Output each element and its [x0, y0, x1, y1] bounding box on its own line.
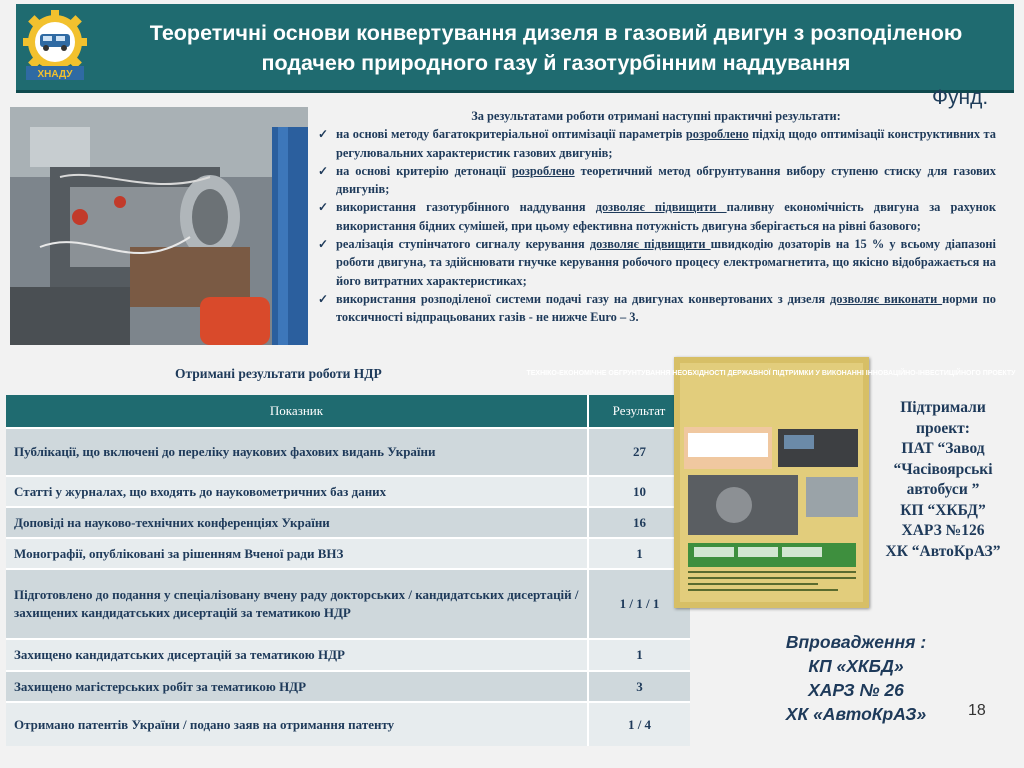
- result-text: використання газотурбінного наддування: [336, 200, 596, 215]
- result-text: реалізація ступінчатого сигналу керування: [336, 237, 590, 252]
- result-emphasis: дозволяє підвищити: [595, 200, 727, 215]
- supporters-line: Підтримали: [900, 399, 986, 416]
- checkmark-icon: ✓: [318, 291, 329, 306]
- result-text: на основі критерію детонації: [336, 163, 512, 178]
- university-logo: [20, 10, 90, 82]
- result-item: [316, 125, 996, 162]
- supporters-line: автобуси ”: [906, 481, 980, 498]
- fund-label: Фунд.: [932, 86, 989, 109]
- engine-photo: [10, 107, 308, 345]
- implementation-line: ХК «АвтоКрАЗ»: [785, 704, 927, 724]
- column-header-indicator: Показник: [6, 395, 588, 428]
- indicator-cell: Отримано патентів України / подано заяв на отримання патенту: [6, 702, 588, 746]
- result-text: на основі методу багатокритеріальної оптимізації параметрів: [336, 127, 686, 142]
- supporters-line: проект:: [916, 419, 970, 437]
- result-cell: 1 / 1 / 1: [588, 569, 690, 639]
- supporters-line: “Часівоярські: [893, 460, 993, 478]
- slide-title: Теоретичні основи конвертування дизеля в газовий двигун з розподіленою подачею природного газу й газотурбінним наддування: [149, 21, 963, 75]
- implementation-line: КП «ХКБД»: [808, 656, 904, 676]
- indicator-cell: Статті у журналах, що входять до науковометричних баз даних: [6, 476, 588, 507]
- supporters-line: ПАТ “Завод: [901, 440, 985, 457]
- result-cell: 1: [588, 538, 690, 569]
- result-text: швидкодію дозаторів на 15 % у всьому діапазоні роботи двигуна, та здійснювати гнучке керування робочого процесу електромагнетита, що якісно відображається на його витратних характеристиках;: [336, 237, 996, 288]
- implementation-line: ХАРЗ № 26: [808, 680, 904, 700]
- result-text: паливну економічність двигуна за рахунок використання бідних сумішей, при цьому ефективна потужність двигуна зберігається на рівні базового;: [336, 200, 996, 233]
- table-row: [6, 671, 690, 702]
- result-text: норми по токсичності відпрацьованих газів - не нижче Euro – 3.: [336, 291, 996, 325]
- supporters-line: КП “ХКБД”: [900, 501, 986, 519]
- indicator-cell: Доповіді на науково-технічних конференціях України: [6, 507, 588, 538]
- result-emphasis: дозволяє підвищити: [589, 237, 711, 252]
- practical-results: [316, 107, 996, 327]
- result-cell: 27: [588, 428, 690, 476]
- results-intro: За результатами роботи отримані наступні практичні результати:: [471, 109, 841, 123]
- book-title: ТЕХНІКО-ЕКОНОМІЧНЕ ОБГРУНТУВАННЯ НЕОБХІДНОСТІ ДЕРЖАВНОЇ ПІДТРИМКИ У ВИКОНАННІ ІННОВАЦІЙНО-ІНВЕСТИЦІЙНОГО ПРОЕКТУ: [526, 370, 1016, 377]
- result-emphasis: розроблено: [511, 163, 575, 178]
- result-item: [316, 235, 996, 290]
- implementation-line: Впровадження :: [785, 632, 927, 652]
- indicator-cell: Захищено кандидатських дисертацій за тематикою НДР: [6, 639, 588, 671]
- table-row: [6, 428, 690, 476]
- results-list: [316, 125, 996, 326]
- result-text: теоретичний метод обгрунтування вибору ступеню стиску для газових двигунів;: [336, 163, 996, 197]
- result-text: підхід щодо оптимізації конструктивних та регулювальних характеристик газових двигунів;: [336, 127, 996, 160]
- table-row: [6, 476, 690, 507]
- indicator-cell: Публікації, що включені до переліку наукових фахових видань України: [6, 428, 588, 476]
- result-emphasis: дозволяє виконати: [830, 291, 943, 306]
- result-item: [316, 162, 996, 199]
- indicator-cell: Монографії, опубліковані за рішенням Вченої ради ВНЗ: [6, 538, 588, 569]
- table-row: [6, 702, 690, 746]
- checkmark-icon: ✓: [318, 237, 329, 252]
- result-emphasis: розроблено: [685, 127, 749, 142]
- table-row: [6, 639, 690, 671]
- result-text: використання розподіленої системи подачі газу на двигунах конвертованих з дизеля: [336, 291, 831, 306]
- result-cell: 16: [588, 507, 690, 538]
- table-row: [6, 538, 690, 569]
- table-caption: Отримані результати роботи НДР: [175, 366, 382, 381]
- table-header-row: [6, 395, 690, 428]
- result-cell: 1: [588, 639, 690, 671]
- indicator-cell: Захищено магістерських робіт за тематикою НДР: [6, 671, 588, 702]
- column-header-result: Результат: [588, 395, 690, 428]
- result-item: [316, 198, 996, 235]
- logo-text: ХНАДУ: [37, 69, 73, 80]
- result-cell: 1 / 4: [588, 702, 690, 746]
- checkmark-icon: ✓: [318, 200, 329, 215]
- page-number: 18: [968, 702, 986, 719]
- result-cell: 10: [588, 476, 690, 507]
- supporters-line: ХК “АвтоКрАЗ”: [885, 542, 1001, 560]
- result-cell: 3: [588, 671, 690, 702]
- slide-header: [16, 4, 1014, 93]
- project-supporters: [868, 398, 1018, 562]
- results-table: [6, 395, 691, 746]
- table-row: [6, 569, 690, 639]
- results-table-wrapper: [6, 395, 690, 747]
- checkmark-icon: ✓: [318, 127, 329, 142]
- result-item: [316, 290, 996, 327]
- indicator-cell: Підготовлено до подання у спеціалізовану вчену раду докторських / кандидатських дисертацій / захищених кандидатських дисертацій за тематикою НДР: [6, 569, 588, 639]
- supporters-line: ХАРЗ №126: [901, 522, 985, 539]
- table-row: [6, 507, 690, 538]
- checkmark-icon: ✓: [318, 163, 329, 178]
- implementation-block: [756, 630, 956, 726]
